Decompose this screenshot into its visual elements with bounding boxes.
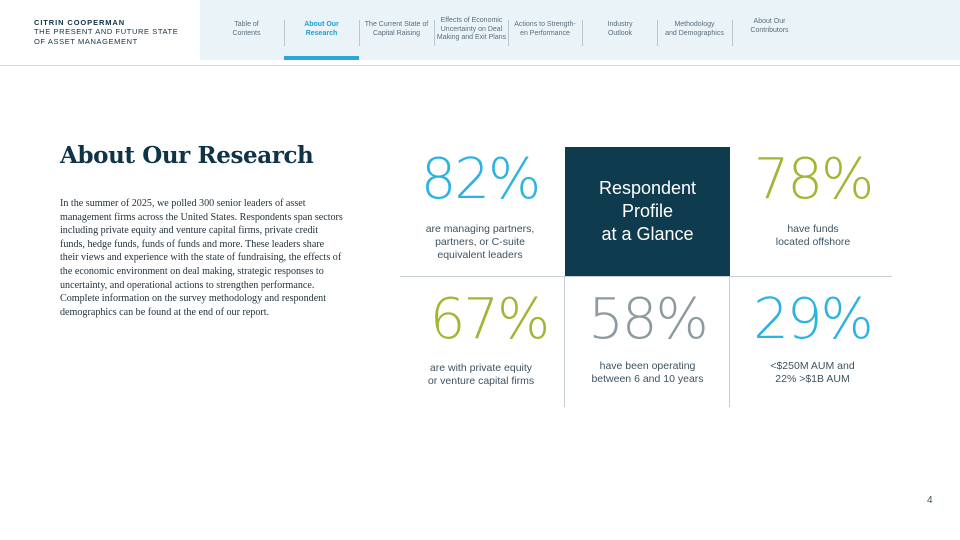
stat-caption-line: between 6 and 10 years <box>591 373 704 385</box>
stat-private-equity <box>400 287 562 388</box>
respondent-profile-box <box>565 147 730 276</box>
tab-current-state-capital-raising[interactable] <box>359 0 434 60</box>
tab-label-line: Uncertainty on Deal <box>440 25 503 33</box>
stat-caption-line: have been operating <box>599 360 696 372</box>
tab-label-line: Making and Exit Plans <box>436 34 507 42</box>
tab-label-line: Table of <box>234 21 259 29</box>
tab-label-line: About Our <box>304 21 339 29</box>
profile-line: at a Glance <box>601 224 694 244</box>
stat-caption-line: are managing partners, <box>425 223 535 235</box>
tab-label-line: The Current State of <box>364 21 429 29</box>
stat-caption <box>733 223 893 249</box>
stat-value: 29% <box>753 287 872 352</box>
tab-label-line: Contents <box>232 30 261 37</box>
tab-table-of-contents[interactable] <box>210 0 283 60</box>
brand-subtitle-line2: OF ASSET MANAGEMENT <box>34 36 138 46</box>
stat-value: 67% <box>429 287 549 352</box>
stat-caption-line: <$250M AUM and <box>770 360 855 372</box>
stat-caption-line: partners, or C-suite <box>435 236 525 248</box>
header <box>0 0 960 66</box>
tab-label-line: Research <box>305 30 338 37</box>
tab-label-line: Contributors <box>750 27 789 34</box>
stat-value: 58% <box>588 287 707 352</box>
page-number: 4 <box>927 495 933 506</box>
tab-label-line: Outlook <box>607 30 633 37</box>
active-tab-indicator <box>284 56 359 60</box>
tab-label-line: Capital Raising <box>372 30 421 37</box>
intro-paragraph: In the summer of 2025, we polled 300 senior leaders of asset management firms across the United States. Respondents span sectors including private equity and venture capital firms, private credit funds, hedge funds, funds of funds and more. These leaders share their views and experience with the state of fundraising, the effects of the economic environment on deal making, strategic responses to uncertainty, and operational actions to strengthen performance. Complete information on the survey methodology and respondent demographics can be found at the end of our report. <box>60 198 343 318</box>
stat-caption-line: equivalent leaders <box>437 249 523 261</box>
tab-actions-strengthen-performance[interactable] <box>508 0 582 60</box>
tab-label-line: Methodology <box>674 21 715 29</box>
tab-label-line: Actions to Strength- <box>514 21 576 29</box>
tab-label-line: Effects of Economic <box>440 16 503 24</box>
tab-label-line: About Our <box>753 18 786 26</box>
tab-effects-economic-uncertainty[interactable] <box>433 0 510 60</box>
stat-operating-years <box>565 287 730 386</box>
grid-horizontal-divider <box>400 276 892 277</box>
tab-label-line: en Performance <box>520 30 570 37</box>
page-title: About Our Research <box>60 142 314 169</box>
stat-caption-line: 22% >$1B AUM <box>775 373 850 385</box>
stat-value: 82% <box>420 147 540 212</box>
brand-name: CITRIN COOPERMAN <box>34 18 126 27</box>
stat-caption <box>400 223 560 262</box>
stat-caption-line: located offshore <box>775 236 851 248</box>
brand-logo[interactable] <box>34 18 204 46</box>
tab-label-line: Industry <box>607 21 633 29</box>
section-nav <box>200 0 960 60</box>
brand-subtitle-line1: THE PRESENT AND FUTURE STATE <box>34 27 179 36</box>
profile-line: Profile <box>621 201 673 221</box>
stat-caption-line: are with private equity <box>429 362 533 374</box>
stat-aum <box>730 287 895 386</box>
tab-methodology-demographics[interactable] <box>658 0 731 60</box>
stat-caption <box>565 360 730 386</box>
stat-offshore-funds <box>733 147 893 249</box>
stat-caption-line: have funds <box>787 223 839 235</box>
profile-line: Respondent <box>598 178 697 198</box>
stat-caption <box>730 360 895 386</box>
tab-about-our-research[interactable] <box>285 0 358 60</box>
respondent-stats-grid <box>400 147 892 407</box>
tab-label-line: and Demographics <box>665 30 724 37</box>
stat-caption-line: or venture capital firms <box>427 375 535 387</box>
tab-industry-outlook[interactable] <box>583 0 657 60</box>
tab-about-our-contributors[interactable] <box>733 0 806 54</box>
stat-value: 78% <box>753 147 873 212</box>
stat-managing-partners <box>400 147 560 262</box>
stat-caption <box>400 362 562 388</box>
